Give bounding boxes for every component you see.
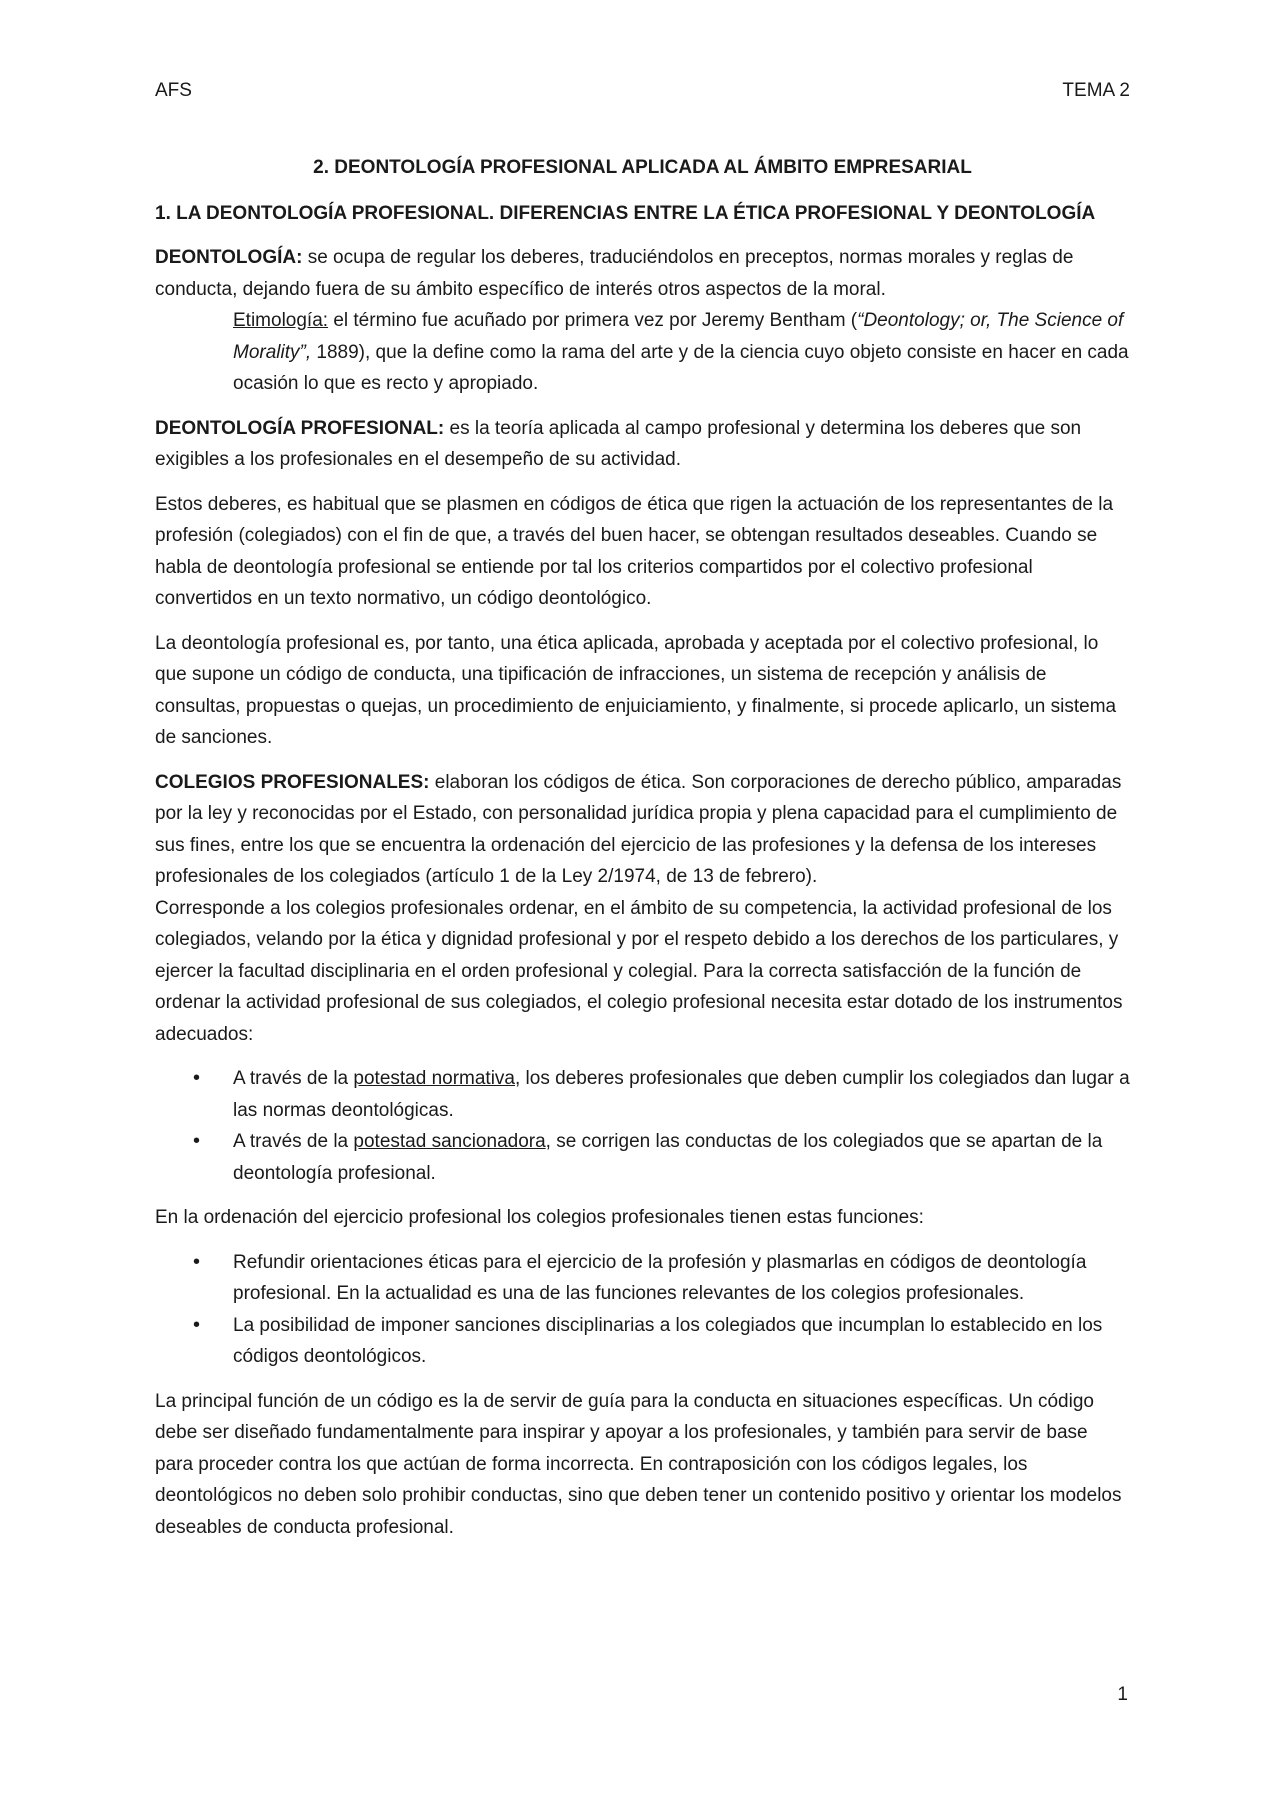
item-pre: A través de la: [233, 1131, 354, 1152]
etimologia-paragraph: [155, 305, 1130, 400]
paragraph-codigo: La principal función de un código es la de servir de guía para la conducta en situaciones específicas. Un código debe ser diseñado fundamentalmente para inspirar y apoyar a los profesionales, y también para servir de base para proceder contra los que actúan de forma incorrecta. En contraposición con los códigos legales, los deontológicos no deben solo prohibir conductas, sino que deben tener un contenido positivo y orientar los modelos deseables de conducta profesional.: [155, 1390, 1122, 1538]
list-item: [155, 1126, 1130, 1189]
funciones-intro: En la ordenación del ejercicio profesional los colegios profesionales tienen estas funciones:: [155, 1207, 924, 1228]
deontologia-definition: [155, 242, 1130, 305]
item-term: potestad sancionadora: [353, 1131, 546, 1152]
deontologia-profesional-definition: [155, 413, 1130, 476]
etimologia-text-1: el término fue acuñado por primera vez por Jeremy Bentham (: [328, 310, 858, 331]
colegios-definition: [155, 767, 1130, 893]
item-post: , los deberes profesionales que deben cumplir los colegiados dan lugar a las normas deontológicas.: [233, 1068, 1130, 1121]
colegios-text: elaboran los códigos de ética. Son corporaciones de derecho público, amparadas por la ley y reconocidas por el Estado, con personalidad jurídica propia y plena capacidad para el cumplimiento de sus fines, entre los que se encuentra la ordenación del ejercicio de las profesiones y la defensa de los intereses profesionales de los colegiados (artículo 1 de la Ley 2/1974, de 13 de febrero).: [155, 771, 1122, 887]
funciones-list: [155, 1247, 1130, 1373]
list-item: • Refundir orientaciones éticas para el ejercicio de la profesión y plasmarlas en códigos de deontología profesional. En la actualidad es una de las funciones relevantes de los colegios profesionales.: [155, 1247, 1130, 1310]
etimologia-label: Etimología:: [233, 310, 329, 331]
document-body: [155, 152, 1130, 1543]
header-right: TEMA 2: [1062, 80, 1130, 101]
paragraph-deberes: Estos deberes, es habitual que se plasmen en códigos de ética que rigen la actuación de los representantes de la profesión (colegiados) con el fin de que, a través del buen hacer, se obtengan resultados deseables. Cuando se habla de deontología profesional se entiende por tal los criterios compartidos por el colectivo profesional convertidos en un texto normativo, un código deontológico.: [155, 493, 1114, 609]
etimologia-text-2: 1889), que la define como la rama del arte y de la ciencia cuyo objeto consiste en hacer en cada ocasión lo que es recto y apropiado.: [233, 341, 1129, 394]
colegios-continued: Corresponde a los colegios profesionales ordenar, en el ámbito de su competencia, la actividad profesional de los colegiados, velando por la ética y dignidad profesional y por el respeto debido a los derechos de los particulares, y ejercer la facultad disciplinaria en el orden profesional y colegial. Para la correcta satisfacción de la función de ordenar la actividad profesional de sus colegiados, el colegio profesional necesita estar dotado de los instrumentos adecuados:: [155, 897, 1123, 1045]
etimologia-work-title: “Deontology; or, The Science of Morality”,: [233, 310, 1124, 363]
item-term: potestad normativa: [353, 1068, 515, 1089]
document-title: 2. DEONTOLOGÍA PROFESIONAL APLICADA AL ÁMBITO EMPRESARIAL: [313, 157, 972, 178]
item-pre: A través de la: [233, 1068, 354, 1089]
deontologia-text: se ocupa de regular los deberes, traduciéndolos en preceptos, normas morales y reglas de conducta, dejando fuera de su ámbito específico de interés otros aspectos de la moral.: [155, 247, 1074, 300]
deontologia-profesional-term: DEONTOLOGÍA PROFESIONAL:: [155, 417, 445, 439]
instrumentos-list: [155, 1063, 1130, 1189]
item-post: , se corrigen las conductas de los colegiados que se apartan de la deontología profesional.: [233, 1131, 1103, 1184]
deontologia-profesional-text: es la teoría aplicada al campo profesional y determina los deberes que son exigibles a los profesionales en el desempeño de su actividad.: [155, 417, 1082, 470]
list-item: [155, 1063, 1130, 1126]
deontologia-term: DEONTOLOGÍA:: [155, 247, 303, 268]
page-number: 1: [1117, 1684, 1128, 1705]
section-heading: 1. LA DEONTOLOGÍA PROFESIONAL. DIFERENCIAS ENTRE LA ÉTICA PROFESIONAL Y DEONTOLOGÍA: [155, 202, 1096, 224]
list-item: • La posibilidad de imponer sanciones disciplinarias a los colegiados que incumplan lo establecido en los códigos deontológicos.: [155, 1310, 1130, 1373]
colegios-term: COLEGIOS PROFESIONALES:: [155, 771, 430, 793]
paragraph-etica-aplicada: La deontología profesional es, por tanto, una ética aplicada, aprobada y aceptada por el colectivo profesional, lo que supone un código de conducta, una tipificación de infracciones, un sistema de recepción y análisis de consultas, propuestas o quejas, un procedimiento de enjuiciamiento, y finalmente, si procede aplicarlo, un sistema de sanciones.: [155, 632, 1117, 748]
header-left: AFS: [155, 80, 192, 101]
